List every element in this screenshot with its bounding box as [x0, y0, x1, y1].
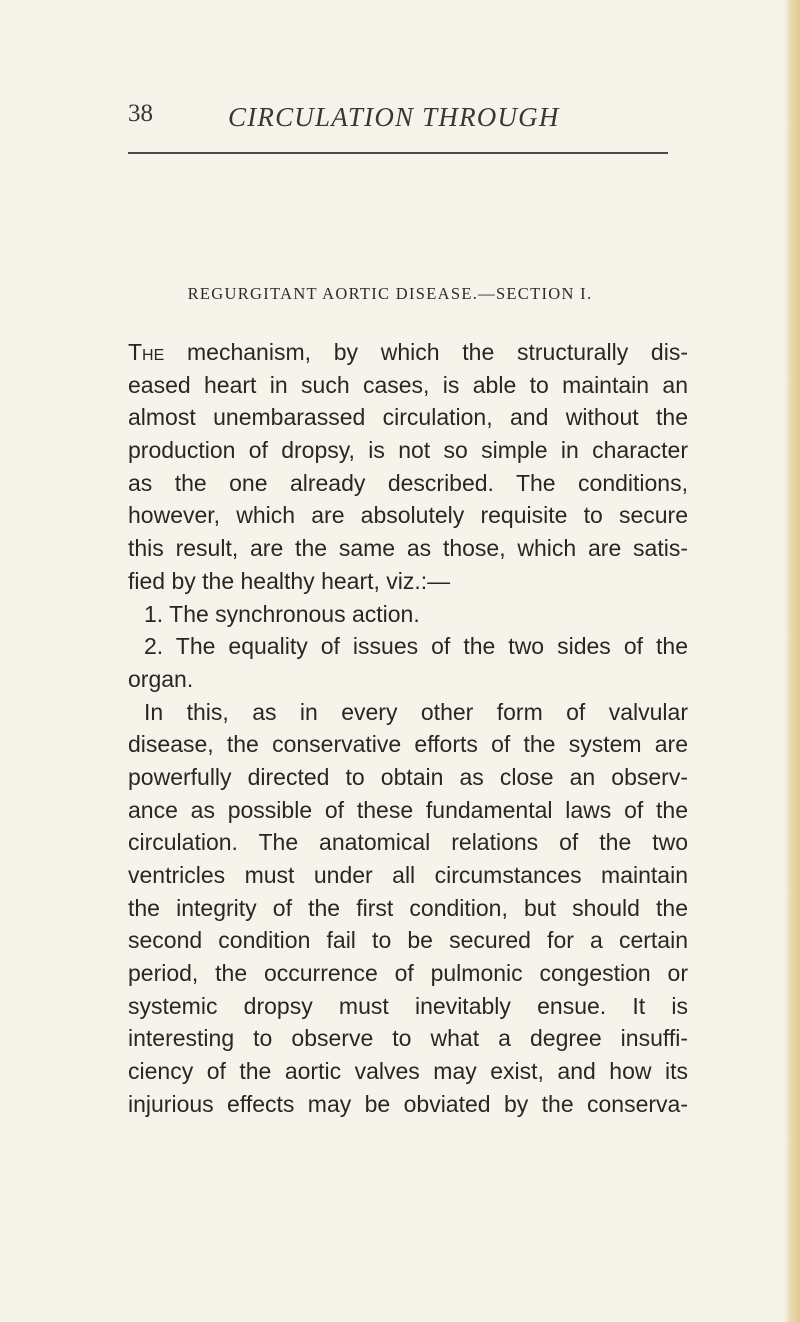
header-rule	[128, 152, 668, 154]
text-line: systemic dropsy must inevitably ensue. It is	[128, 992, 688, 1019]
text-line	[128, 336, 688, 369]
text-line: ciency of the aortic valves may exist, and how its	[128, 1058, 688, 1085]
text-line: disease, the conservative efforts of the system are	[128, 731, 688, 758]
text-line: eased heart in such cases, is able to maintain an	[128, 371, 688, 398]
running-head: CIRCULATION THROUGH	[228, 102, 560, 132]
section-heading: REGURGITANT AORTIC DISEASE.—SECTION I.	[187, 284, 593, 303]
text-line: organ.	[128, 665, 194, 692]
drop-word: The	[128, 339, 165, 365]
text-line: interesting to observe to what a degree insuffi-	[128, 1025, 688, 1052]
page-header	[128, 100, 668, 160]
text-line: powerfully directed to obtain as close an observ-	[128, 763, 688, 790]
text-line: circulation. The anatomical relations of the two	[128, 829, 688, 856]
list-item: 2. The equality of issues of the two sides of the	[144, 633, 688, 660]
text-line: injurious effects may be obviated by the conserva-	[128, 1090, 688, 1117]
text-line: however, which are absolutely requisite to secure	[128, 502, 688, 529]
line-text: mechanism, by which the structurally dis-	[164, 339, 688, 365]
text-line: second condition fail to be secured for a certain	[128, 927, 688, 954]
text-line: production of dropsy, is not so simple in character	[128, 437, 688, 464]
text-line: fied by the healthy heart, viz.:—	[128, 567, 451, 594]
text-line: this result, are the same as those, which are satis-	[128, 535, 688, 562]
page-number: 38	[128, 100, 153, 127]
text-line: ventricles must under all circumstances maintain	[128, 862, 688, 888]
text-line: almost unembarassed circulation, and without the	[128, 404, 688, 431]
text-line: as the one already described. The conditions,	[128, 469, 688, 496]
paragraph-start: In this, as in every other form of valvular	[144, 698, 688, 725]
text-line: ance as possible of these fundamental laws of the	[128, 796, 688, 823]
text-line: the integrity of the first condition, but should the	[128, 894, 688, 921]
list-item: 1. The synchronous action.	[144, 600, 420, 627]
body-text	[128, 336, 688, 1121]
page-edge	[784, 0, 800, 1322]
text-line: period, the occurrence of pulmonic congestion or	[128, 960, 688, 987]
